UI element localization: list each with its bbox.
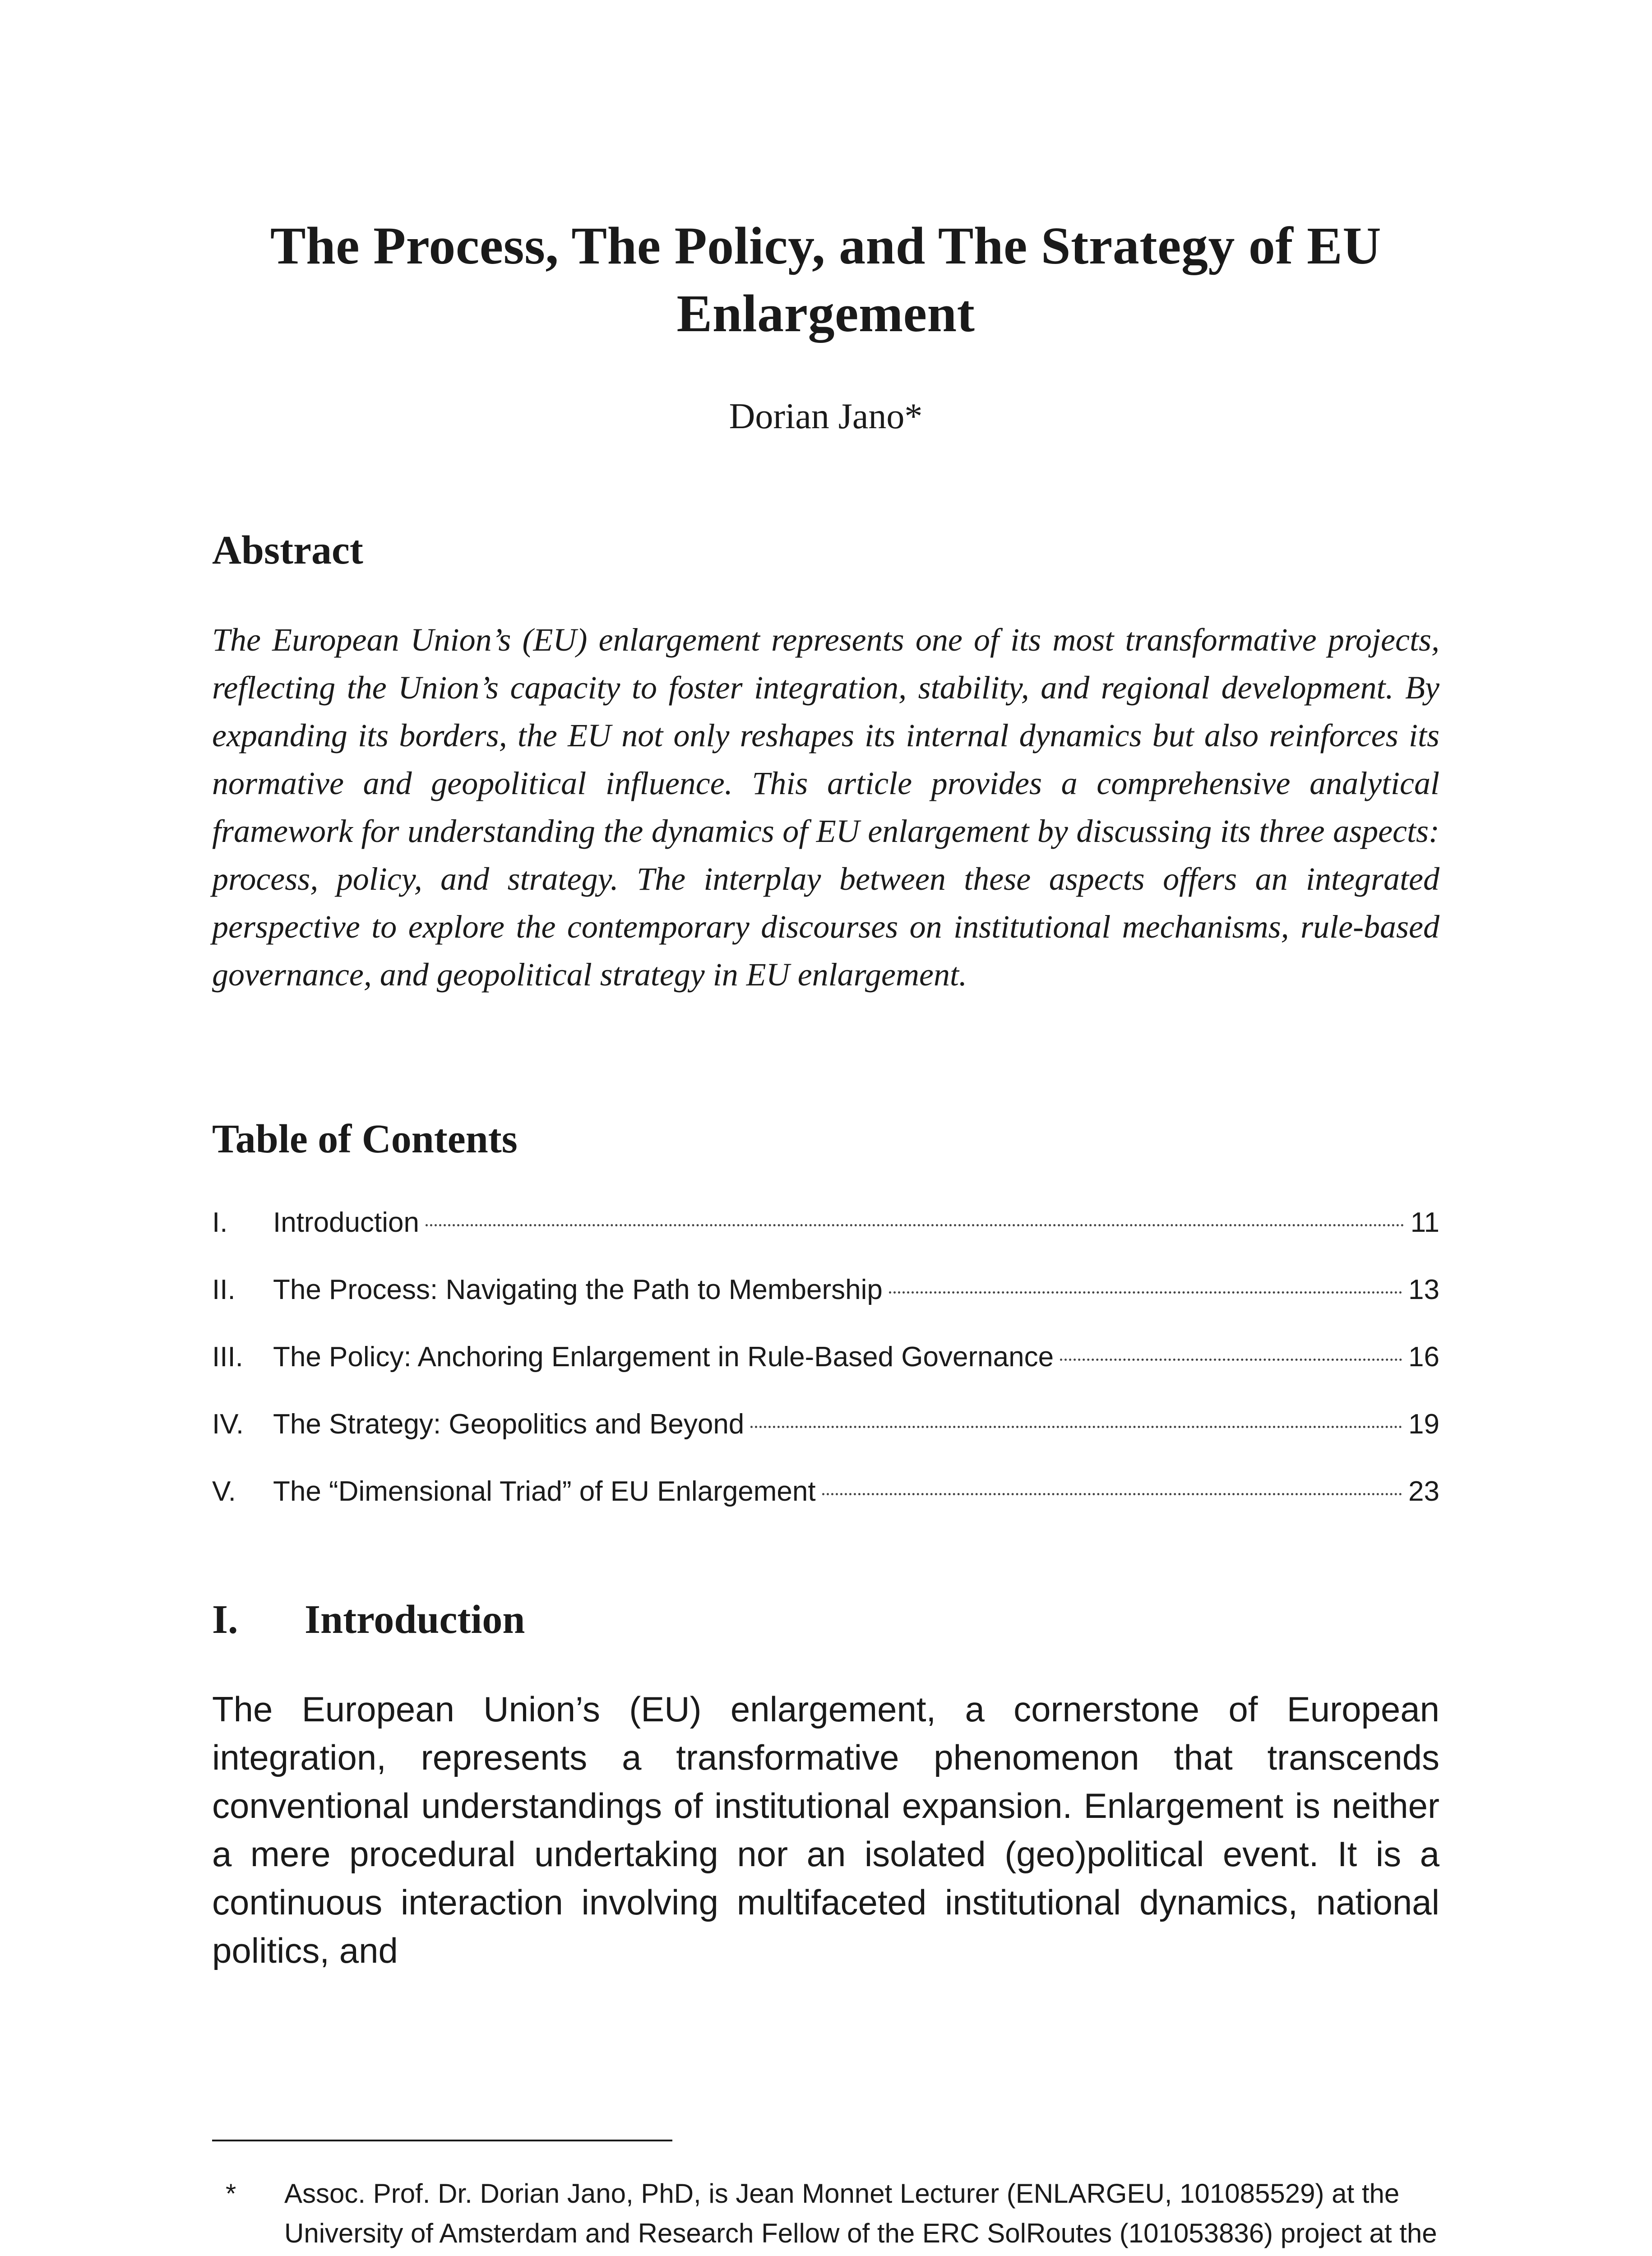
toc-entry-page: 16 [1408,1341,1439,1373]
toc-entry-strategy[interactable] [212,1406,1439,1474]
toc-entry-page: 19 [1408,1409,1439,1440]
introduction-heading [212,1595,525,1645]
abstract-text: The European Union’s (EU) enlargement represents one of its most transformative projects, reflecting the Union’s capacity to foster integration, stability, and regional development. By expanding its borders, the EU not only reshapes its internal dynamics but also reinforces its normative and geopolitical influence. This article provides a comprehensive analytical framework for understanding the dynamics of EU enlargement by discussing its three aspects: process, policy, and strategy. The interplay between these aspects offers an integrated perspective to explore the contemporary discourses on institutional mechanisms, rule-based governance, and geopolitical strategy in EU enlargement. [212,622,1439,993]
introduction-section-number: I. [212,1597,238,1642]
footnote [212,2174,1439,2256]
toc-entry-dimensional-triad[interactable] [212,1474,1439,1541]
toc-entry-number: I. [212,1207,228,1238]
toc-entry-introduction[interactable] [212,1205,1439,1272]
toc-entry-label: The “Dimensional Triad” of EU Enlargement [273,1476,816,1507]
table-of-contents [212,1205,1439,1541]
toc-entry-number: IV. [212,1409,244,1440]
toc-entry-page: 13 [1408,1274,1439,1305]
footnote-mark: * [226,2178,236,2209]
toc-dot-leader [822,1493,1402,1495]
toc-dot-leader [1060,1359,1402,1361]
toc-entry-page: 23 [1408,1476,1439,1507]
toc-entry-process[interactable] [212,1272,1439,1339]
toc-dot-leader [750,1426,1402,1428]
toc-entry-number: II. [212,1274,236,1305]
footnote-divider [212,2140,672,2141]
toc-dot-leader [426,1224,1404,1226]
paper-title: The Process, The Policy, and The Strategy of EU Enlargement [270,216,1382,343]
paper-page [212,0,1439,2256]
footnote-text: Assoc. Prof. Dr. Dorian Jano, PhD, is Jean Monnet Lecturer (ENLARGEU, 101085529) at the University of Amsterdam and Research Fellow of the ERC SolRoutes (101053836) project at the [284,2178,1437,2248]
introduction-section-title: Introduction [305,1597,525,1642]
toc-entry-label: Introduction [273,1207,419,1238]
toc-entry-label: The Strategy: Geopolitics and Beyond [273,1409,745,1440]
toc-entry-page: 11 [1410,1207,1439,1238]
introduction-text: The European Union’s (EU) enlargement, a cornerstone of European integration, represents a transformative phenomenon that transcends conventional understandings of institutional expansion. Enlargement is neither a mere procedural undertaking nor an isolated (geo)political event. It is a continuous interaction involving multifaceted institutional dynamics, national politics, and [212,1689,1439,1970]
toc-entry-label: The Policy: Anchoring Enlargement in Rule-Based Governance [273,1341,1054,1373]
toc-dot-leader [889,1291,1402,1294]
author-name: Dorian Jano* [729,397,923,436]
abstract-heading: Abstract [212,528,363,573]
toc-entry-label: The Process: Navigating the Path to Membership [273,1274,883,1305]
toc-entry-policy[interactable] [212,1339,1439,1406]
toc-entry-number: V. [212,1476,236,1507]
toc-heading: Table of Contents [212,1117,518,1161]
toc-entry-number: III. [212,1341,243,1373]
